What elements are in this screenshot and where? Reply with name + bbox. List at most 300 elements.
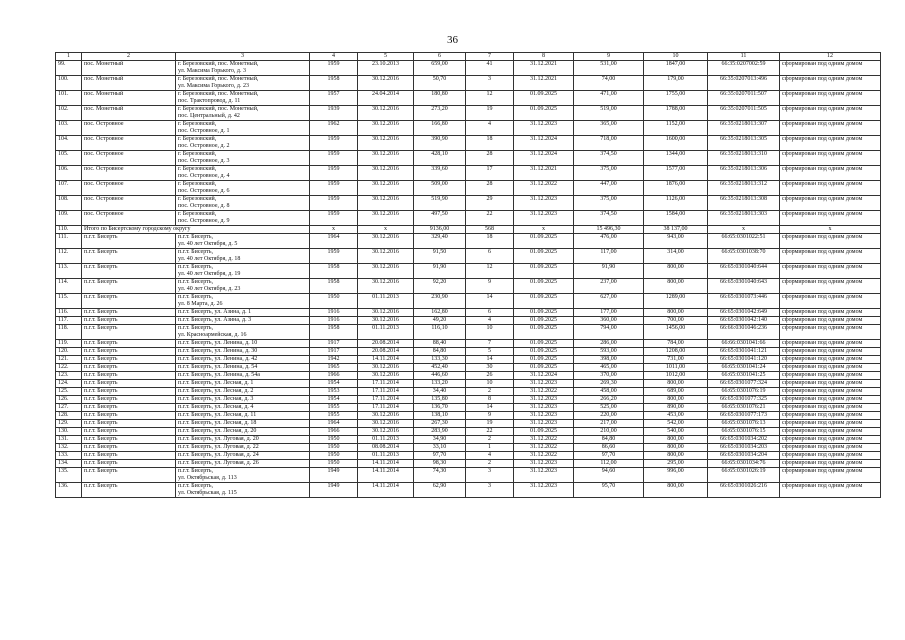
status-cell: сформирован под одним домом: [780, 356, 881, 364]
address-line-2: пос. Центральный, д. 42: [178, 113, 240, 119]
year-built-cell: 1958: [310, 325, 358, 340]
address-line-2: ул. 40 лет Октября, д. 19: [178, 271, 241, 277]
date-cell: 30.12.2016: [358, 309, 414, 317]
address-line-1: г. Березовский,: [178, 121, 217, 127]
cadastral-number-cell: 66:65:0301041:25: [708, 372, 780, 380]
status-cell: сформирован под одним домом: [780, 279, 881, 294]
status-cell: сформирован под одним домом: [780, 348, 881, 356]
quantity-cell: 12: [466, 91, 514, 106]
table-row: [56, 76, 881, 91]
date-cell: 14.11.2014: [358, 468, 414, 483]
value-1-cell: 94,60: [574, 468, 644, 483]
area-cell: 135,80: [414, 396, 466, 404]
value-2-cell: 800,00: [644, 436, 708, 444]
cadastral-number-cell: 66:65:0301038:70: [708, 249, 780, 264]
status-cell: x: [780, 226, 881, 234]
date-cell: 17.11.2014: [358, 404, 414, 412]
due-date-cell: 31.12.2023: [514, 460, 574, 468]
status-cell: сформирован под одним домом: [780, 340, 881, 348]
quantity-cell: 5: [466, 348, 514, 356]
area-cell: 497,50: [414, 211, 466, 226]
value-1-cell: 794,00: [574, 325, 644, 340]
address-line-2: ул. 8 Марта, д. 26: [178, 301, 223, 307]
column-number: 2: [82, 53, 176, 61]
cadastral-number-cell: 66:65:0301073:446: [708, 294, 780, 309]
date-cell: 14.11.2014: [358, 460, 414, 468]
year-built-cell: 1939: [310, 106, 358, 121]
address-cell: [176, 106, 310, 121]
address-line-1: г. Березовский,: [178, 196, 217, 202]
row-number: 131.: [56, 436, 82, 444]
cadastral-number-cell: 66:65:0301022:51: [708, 234, 780, 249]
address-line-1: г. Березовский, пос. Монетный,: [178, 61, 259, 67]
status-cell: сформирован под одним домом: [780, 181, 881, 196]
settlement-cell: п.г.т. Бисерть: [82, 348, 176, 356]
value-2-cell: 800,00: [644, 380, 708, 388]
year-built-cell: 1953: [310, 388, 358, 396]
due-date-cell: 01.09.2025: [514, 249, 574, 264]
quantity-cell: 4: [466, 121, 514, 136]
area-cell: 84,80: [414, 348, 466, 356]
settlement-cell: пос. Монетный: [82, 76, 176, 91]
value-1-cell: 117,00: [574, 249, 644, 264]
table-row: [56, 196, 881, 211]
address-cell: [176, 166, 310, 181]
quantity-cell: 12: [466, 264, 514, 279]
row-number: 110.: [56, 226, 82, 234]
row-number: 130.: [56, 428, 82, 436]
due-date-cell: 01.09.2025: [514, 428, 574, 436]
address-line-1: п.г.т. Бисерть, ул. Ленина, д. 10: [178, 340, 258, 346]
quantity-cell: 26: [466, 372, 514, 380]
cadastral-number-cell: 66:35:0218013:310: [708, 151, 780, 166]
quantity-cell: 568: [466, 226, 514, 234]
status-cell: сформирован под одним домом: [780, 294, 881, 309]
quantity-cell: 9: [466, 412, 514, 420]
year-built-cell: 1942: [310, 356, 358, 364]
quantity-cell: 3: [466, 76, 514, 91]
date-cell: 30.12.2016: [358, 279, 414, 294]
address-cell: [176, 428, 310, 436]
settlement-cell: пос. Островное: [82, 181, 176, 196]
address-cell: [176, 460, 310, 468]
area-cell: 230,90: [414, 294, 466, 309]
status-cell: сформирован под одним домом: [780, 372, 881, 380]
address-line-2: ул. 40 лет Октября, д. 23: [178, 286, 241, 292]
table-row: [56, 121, 881, 136]
address-line-1: п.г.т. Бисерть, ул. Лесная, д. 20: [178, 428, 257, 434]
address-cell: [176, 264, 310, 279]
status-cell: сформирован под одним домом: [780, 166, 881, 181]
address-line-1: п.г.т. Бисерть,: [178, 294, 214, 300]
column-number: 3: [176, 53, 310, 61]
row-number: 100.: [56, 76, 82, 91]
settlement-cell: п.г.т. Бисерть: [82, 294, 176, 309]
value-2-cell: 800,00: [644, 444, 708, 452]
value-1-cell: 84,80: [574, 436, 644, 444]
value-2-cell: 1876,00: [644, 181, 708, 196]
settlement-cell: п.г.т. Бисерть: [82, 309, 176, 317]
value-2-cell: 1126,00: [644, 196, 708, 211]
due-date-cell: 31.12.2023: [514, 211, 574, 226]
cadastral-number-cell: 66:65:0301034:76: [708, 460, 780, 468]
status-cell: сформирован под одним домом: [780, 388, 881, 396]
date-cell: 30.12.2016: [358, 317, 414, 325]
settlement-cell: пос. Монетный: [82, 91, 176, 106]
settlement-cell: п.г.т. Бисерть: [82, 444, 176, 452]
value-1-cell: 91,90: [574, 264, 644, 279]
status-cell: сформирован под одним домом: [780, 380, 881, 388]
value-2-cell: 800,00: [644, 309, 708, 317]
cadastral-number-cell: 66:35:0218013:305: [708, 136, 780, 151]
due-date-cell: 31.12.2021: [514, 61, 574, 76]
row-number: 104.: [56, 136, 82, 151]
quantity-cell: 2: [466, 436, 514, 444]
status-cell: сформирован под одним домом: [780, 452, 881, 460]
area-cell: 116,10: [414, 325, 466, 340]
address-cell: [176, 444, 310, 452]
table-row: [56, 91, 881, 106]
table-row: [56, 317, 881, 325]
address-line-2: ул. Максима Горького, д. 23: [178, 83, 249, 89]
date-cell: 30.12.2016: [358, 121, 414, 136]
column-number: 11: [708, 53, 780, 61]
area-cell: 390,90: [414, 136, 466, 151]
cadastral-number-cell: 66:66:0301041:66: [708, 340, 780, 348]
date-cell: 30.12.2016: [358, 412, 414, 420]
address-cell: [176, 468, 310, 483]
table-row: [56, 380, 881, 388]
value-1-cell: 365,00: [574, 121, 644, 136]
address-cell: [176, 348, 310, 356]
area-cell: 162,80: [414, 309, 466, 317]
address-line-1: г. Березовский,: [178, 151, 217, 157]
date-cell: 14.11.2014: [358, 483, 414, 498]
date-cell: 30.12.2016: [358, 420, 414, 428]
address-cell: [176, 436, 310, 444]
cadastral-number-cell: 66:35:0218013:303: [708, 211, 780, 226]
due-date-cell: 31.12.2021: [514, 76, 574, 91]
cadastral-number-cell: 66:35:0207011:507: [708, 91, 780, 106]
due-date-cell: 31.12.2022: [514, 388, 574, 396]
quantity-cell: 9: [466, 279, 514, 294]
address-line-1: г. Березовский,: [178, 136, 217, 142]
settlement-cell: п.г.т. Бисерть: [82, 364, 176, 372]
column-number: 1: [56, 53, 82, 61]
address-line-1: п.г.т. Бисерть,: [178, 483, 214, 489]
date-cell: 30.12.2016: [358, 264, 414, 279]
cadastral-number-cell: 66:65:0301040:643: [708, 279, 780, 294]
year-built-cell: 1957: [310, 91, 358, 106]
quantity-cell: 14: [466, 294, 514, 309]
address-line-2: ул. Максима Горького, д. 3: [178, 68, 246, 74]
area-cell: 446,60: [414, 372, 466, 380]
settlement-cell: п.г.т. Бисерть: [82, 234, 176, 249]
area-cell: 329,40: [414, 234, 466, 249]
date-cell: 30.12.2016: [358, 196, 414, 211]
row-number: 116.: [56, 309, 82, 317]
area-cell: 34,90: [414, 436, 466, 444]
cadastral-number-cell: 66:65:0301042:140: [708, 317, 780, 325]
address-line-1: п.г.т. Бисерть, ул. Ленина, д. 30: [178, 348, 258, 354]
address-cell: [176, 294, 310, 309]
total-label: Итого по Бисертскому городскому округу: [82, 226, 310, 234]
address-line-1: п.г.т. Бисерть, ул. Лесная, д. 1: [178, 380, 254, 386]
area-cell: 9136,00: [414, 226, 466, 234]
quantity-cell: 2: [466, 460, 514, 468]
cadastral-number-cell: 66:35:0207013:496: [708, 76, 780, 91]
due-date-cell: 01.09.2025: [514, 309, 574, 317]
value-2-cell: 1847,00: [644, 61, 708, 76]
row-number: 113.: [56, 264, 82, 279]
value-2-cell: 1208,00: [644, 348, 708, 356]
table-row: [56, 356, 881, 364]
row-number: 126.: [56, 396, 82, 404]
address-line-1: п.г.т. Бисерть, ул. Лесная, д. 2: [178, 388, 254, 394]
cadastral-number-cell: 66:65:0301026:19: [708, 468, 780, 483]
date-cell: 17.11.2014: [358, 396, 414, 404]
year-built-cell: 1950: [310, 452, 358, 460]
column-number: 6: [414, 53, 466, 61]
year-built-cell: 1959: [310, 151, 358, 166]
value-1-cell: 112,00: [574, 460, 644, 468]
table-row: [56, 444, 881, 452]
year-built-cell: 1959: [310, 61, 358, 76]
date-cell: 20.08.2014: [358, 348, 414, 356]
address-cell: [176, 136, 310, 151]
date-cell: 24.04.2014: [358, 91, 414, 106]
due-date-cell: 01.09.2025: [514, 340, 574, 348]
date-cell: 30.12.2016: [358, 211, 414, 226]
settlement-cell: п.г.т. Бисерть: [82, 340, 176, 348]
area-cell: 97,70: [414, 452, 466, 460]
area-cell: 50,70: [414, 76, 466, 91]
row-number: 117.: [56, 317, 82, 325]
status-cell: сформирован под одним домом: [780, 106, 881, 121]
year-built-cell: 1950: [310, 444, 358, 452]
value-1-cell: 266,20: [574, 396, 644, 404]
row-number: 122.: [56, 364, 82, 372]
value-2-cell: 38 137,00: [644, 226, 708, 234]
table-row: [56, 340, 881, 348]
status-cell: сформирован под одним домом: [780, 483, 881, 498]
status-cell: сформирован под одним домом: [780, 468, 881, 483]
date-cell: 01.11.2013: [358, 294, 414, 309]
year-built-cell: 1916: [310, 317, 358, 325]
value-2-cell: 731,00: [644, 356, 708, 364]
date-cell: 01.11.2013: [358, 452, 414, 460]
value-2-cell: 800,00: [644, 483, 708, 498]
area-cell: 133,30: [414, 356, 466, 364]
due-date-cell: 01.09.2025: [514, 325, 574, 340]
address-cell: [176, 234, 310, 249]
area-cell: 133,20: [414, 380, 466, 388]
row-number: 119.: [56, 340, 82, 348]
address-line-1: г. Березовский, пос. Монетный,: [178, 91, 259, 97]
address-cell: [176, 76, 310, 91]
settlement-cell: п.г.т. Бисерть: [82, 356, 176, 364]
status-cell: сформирован под одним домом: [780, 420, 881, 428]
value-2-cell: 1456,00: [644, 325, 708, 340]
value-2-cell: 1584,00: [644, 211, 708, 226]
settlement-cell: п.г.т. Бисерть: [82, 412, 176, 420]
status-cell: сформирован под одним домом: [780, 264, 881, 279]
cadastral-number-cell: 66:35:0207011:505: [708, 106, 780, 121]
address-line-1: г. Березовский,: [178, 166, 217, 172]
cadastral-number-cell: 66:35:0207002:59: [708, 61, 780, 76]
quantity-cell: 14: [466, 404, 514, 412]
area-cell: 33,10: [414, 444, 466, 452]
cadastral-number-cell: 66:65:0301040:644: [708, 264, 780, 279]
year-built-cell: 1962: [310, 121, 358, 136]
year-built-cell: 1955: [310, 404, 358, 412]
year-built-cell: 1959: [310, 166, 358, 181]
address-line-1: п.г.т. Бисерть,: [178, 279, 214, 285]
address-line-1: г. Березовский, пос. Монетный,: [178, 106, 259, 112]
table-row: [56, 234, 881, 249]
value-1-cell: 718,00: [574, 136, 644, 151]
table-row: [56, 309, 881, 317]
address-line-2: ул. Красноармейская, д. 16: [178, 332, 247, 338]
status-cell: сформирован под одним домом: [780, 196, 881, 211]
address-line-1: п.г.т. Бисерть, ул. Луговая, д. 26: [178, 460, 259, 466]
value-1-cell: 471,00: [574, 91, 644, 106]
row-number: 123.: [56, 372, 82, 380]
settlement-cell: п.г.т. Бисерть: [82, 436, 176, 444]
due-date-cell: 01.09.2025: [514, 106, 574, 121]
address-line-2: пос. Островное, д. 8: [178, 203, 230, 209]
due-date-cell: 01.09.2025: [514, 294, 574, 309]
quantity-cell: 4: [466, 317, 514, 325]
quantity-cell: 29: [466, 196, 514, 211]
due-date-cell: 31.12.2022: [514, 452, 574, 460]
area-cell: 519,90: [414, 196, 466, 211]
value-1-cell: 15 496,30: [574, 226, 644, 234]
row-number: 129.: [56, 420, 82, 428]
cadastral-number-cell: 66:65:0301034:204: [708, 452, 780, 460]
due-date-cell: 31.12.2023: [514, 121, 574, 136]
quantity-cell: 28: [466, 151, 514, 166]
quantity-cell: 30: [466, 364, 514, 372]
settlement-cell: пос. Островное: [82, 151, 176, 166]
table-row: [56, 436, 881, 444]
quantity-cell: 19: [466, 420, 514, 428]
settlement-cell: п.г.т. Бисерть: [82, 264, 176, 279]
date-cell: 20.08.2014: [358, 340, 414, 348]
area-cell: 88,40: [414, 340, 466, 348]
row-number: 120.: [56, 348, 82, 356]
quantity-cell: 2: [466, 388, 514, 396]
cadastral-number-cell: 66:65:0301041:24: [708, 364, 780, 372]
address-line-1: п.г.т. Бисерть, ул. Лесная, д. 18: [178, 420, 257, 426]
status-cell: сформирован под одним домом: [780, 460, 881, 468]
row-number: 136.: [56, 483, 82, 498]
value-2-cell: 295,00: [644, 460, 708, 468]
value-2-cell: 540,00: [644, 428, 708, 436]
value-2-cell: 800,00: [644, 396, 708, 404]
address-cell: [176, 380, 310, 388]
status-cell: сформирован под одним домом: [780, 309, 881, 317]
status-cell: сформирован под одним домом: [780, 325, 881, 340]
area-cell: 49,20: [414, 317, 466, 325]
value-2-cell: 314,00: [644, 249, 708, 264]
quantity-cell: 1: [466, 444, 514, 452]
address-line-1: п.г.т. Бисерть,: [178, 468, 214, 474]
value-1-cell: 476,00: [574, 234, 644, 249]
date-cell: 30.12.2016: [358, 166, 414, 181]
table-row: [56, 452, 881, 460]
register-table: [55, 52, 881, 498]
address-cell: [176, 396, 310, 404]
quantity-cell: 22: [466, 211, 514, 226]
value-1-cell: 627,00: [574, 294, 644, 309]
area-cell: 428,10: [414, 151, 466, 166]
due-date-cell: 01.09.2025: [514, 234, 574, 249]
table-row: [56, 61, 881, 76]
status-cell: сформирован под одним домом: [780, 436, 881, 444]
address-cell: [176, 196, 310, 211]
settlement-cell: п.г.т. Бисерть: [82, 483, 176, 498]
row-number: 102.: [56, 106, 82, 121]
value-2-cell: 179,00: [644, 76, 708, 91]
due-date-cell: x: [514, 226, 574, 234]
address-line-2: пос. Островное, д. 2: [178, 143, 230, 149]
cadastral-number-cell: 66:35:0218013:308: [708, 196, 780, 211]
address-line-1: п.г.т. Бисерть, ул. Ленина, д. 54а: [178, 372, 260, 378]
status-cell: сформирован под одним домом: [780, 364, 881, 372]
quantity-cell: 18: [466, 136, 514, 151]
value-2-cell: 800,00: [644, 279, 708, 294]
quantity-cell: 19: [466, 106, 514, 121]
address-line-2: ул. 40 лет Октября, д. 5: [178, 241, 238, 247]
quantity-cell: 4: [466, 452, 514, 460]
row-number: 118.: [56, 325, 82, 340]
due-date-cell: 31.12.2023: [514, 468, 574, 483]
cadastral-number-cell: 66:65:0301076:19: [708, 388, 780, 396]
row-number: 128.: [56, 412, 82, 420]
row-number: 109.: [56, 211, 82, 226]
cadastral-number-cell: 66:66:0301046:236: [708, 325, 780, 340]
due-date-cell: 31.12.2022: [514, 436, 574, 444]
value-1-cell: 447,00: [574, 181, 644, 196]
address-line-2: пос. Островное, д. 1: [178, 128, 230, 134]
area-cell: 273,20: [414, 106, 466, 121]
settlement-cell: пос. Островное: [82, 211, 176, 226]
date-cell: 30.12.2016: [358, 76, 414, 91]
area-cell: 509,00: [414, 181, 466, 196]
table-row: [56, 364, 881, 372]
table-row: [56, 404, 881, 412]
quantity-cell: 28: [466, 181, 514, 196]
year-built-cell: 1950: [310, 294, 358, 309]
row-number: 99.: [56, 61, 82, 76]
address-cell: [176, 420, 310, 428]
settlement-cell: п.г.т. Бисерть: [82, 317, 176, 325]
value-2-cell: 1344,00: [644, 151, 708, 166]
year-built-cell: x: [310, 226, 358, 234]
due-date-cell: 31.12.2023: [514, 380, 574, 388]
value-1-cell: 531,00: [574, 61, 644, 76]
settlement-cell: п.г.т. Бисерть: [82, 325, 176, 340]
address-cell: [176, 181, 310, 196]
row-number: 121.: [56, 356, 82, 364]
address-cell: [176, 61, 310, 76]
settlement-cell: п.г.т. Бисерть: [82, 452, 176, 460]
year-built-cell: 1958: [310, 76, 358, 91]
address-cell: [176, 372, 310, 380]
cadastral-number-cell: 66:65:0301076:21: [708, 404, 780, 412]
address-line-2: ул. Октябрьская, д. 113: [178, 475, 237, 481]
